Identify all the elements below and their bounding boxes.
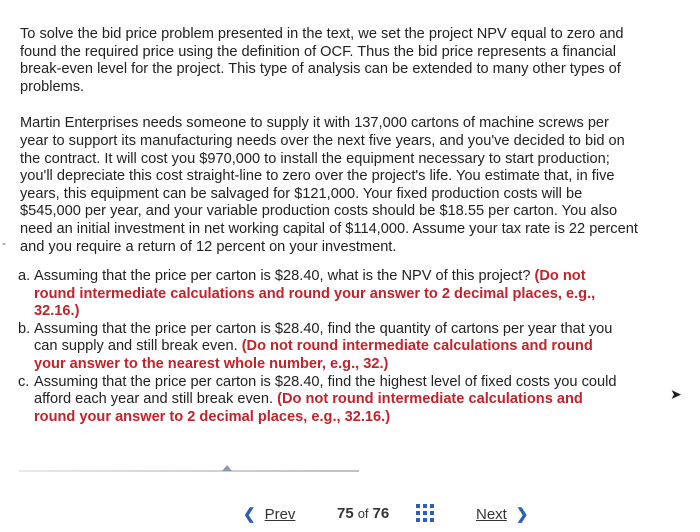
part-text: Assuming that the price per carton is $28.40, what is the NPV of this project? [34,268,531,284]
of-label: of [357,506,369,521]
part-text: Assuming that the price per carton is $28.40, find the highest level of fixed costs you could afford each year and still break even. [34,373,617,408]
prev-button[interactable] [243,505,295,523]
part-body [34,268,628,321]
prev-label: Prev [264,506,296,523]
intro-paragraph: To solve the bid price problem presented in the text, we set the project NPV equal to zero and found the required price using the definition of OCF. Thus the bid price represents a financial break-even level for the project. This type of analysis can be extended to many other types of problems. [20,26,624,95]
question-part-c [18,374,628,427]
part-instruction: (Do not round intermediate calculations and round your answer to the nearest whole number, e.g., 32.) [34,338,593,372]
divider-marker-icon [222,465,232,471]
current-page: 75 [337,505,354,522]
section-divider [19,470,359,472]
part-instruction: (Do not round intermediate calculations and round your answer to 2 decimal places, e.g., 32.16.) [34,391,583,425]
question-content [20,26,640,275]
part-body [34,321,628,374]
question-part-a [18,268,628,321]
chevron-left-icon: ❮ [243,506,256,523]
question-navigation [0,500,700,530]
part-letter: a. [18,268,31,284]
margin-dash: - [2,236,6,250]
grid-icon[interactable] [416,504,434,522]
chevron-right-icon: ❯ [515,506,529,523]
part-text: Assuming that the price per carton is $28.40, find the quantity of cartons per year that you can supply and still break even. [34,320,613,355]
question-parts [18,268,628,426]
part-instruction: (Do not round intermediate calculations and round your answer to 2 decimal places, e.g., 32.16.) [34,268,596,320]
next-button[interactable] [476,505,528,523]
total-pages: 76 [372,505,390,522]
question-part-b [18,321,628,374]
part-body [34,374,628,427]
mouse-cursor-icon: ➤ [670,386,682,402]
part-letter: b. [18,320,31,337]
page-counter [337,505,389,522]
problem-paragraph: Martin Enterprises needs someone to supply it with 137,000 cartons of machine screws per year to support its manufacturing needs over the next five years, and you've decided to bid on the contract. It will cost you $970,000 to install the equipment necessary to start production; you'll depreciate this cost straight-line to zero over the project's life. You estimate that, in five years, this equipment can be salvaged for $121,000. Your fixed production costs will be $545,000 per year, and your variable production costs should be $18.55 per carton. You also need an initial investment in net working capital of $114,000. Assume your tax rate is 22 percent and you require a return of 12 percent on your investment. [20,115,638,255]
next-label: Next [476,506,507,523]
part-letter: c. [18,373,30,390]
